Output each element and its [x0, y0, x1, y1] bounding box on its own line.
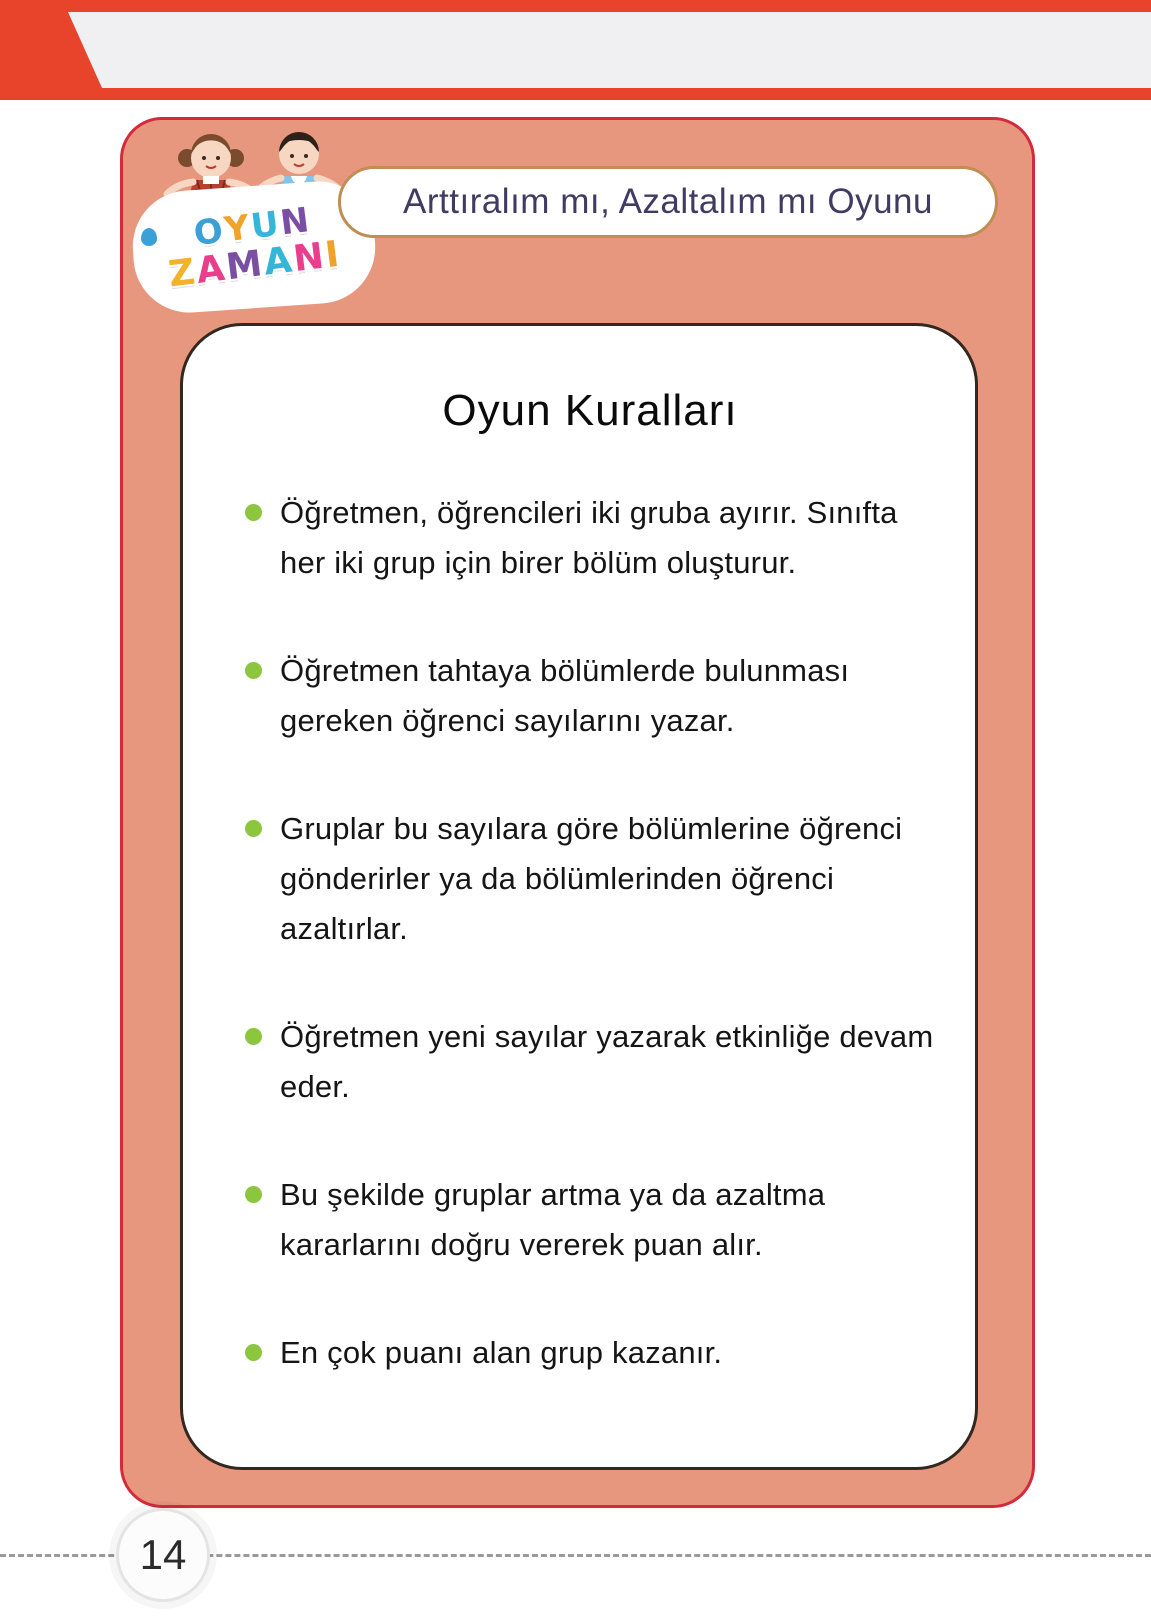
rule-item	[245, 488, 935, 588]
bullet-dot-icon	[245, 1028, 262, 1045]
rule-item	[245, 646, 935, 746]
rule-text: Öğretmen tahtaya bölümlerde bulunması gereken öğrenci sayılarını yazar.	[280, 653, 850, 738]
rule-text: Öğretmen, öğrencileri iki gruba ayırır. Sınıfta her iki grup için birer bölüm oluşturur.	[280, 495, 898, 580]
rule-text: Bu şekilde gruplar artma ya da azaltma kararlarını doğru vererek puan alır.	[280, 1177, 826, 1262]
bullet-dot-icon	[245, 1186, 262, 1203]
rule-text: Öğretmen yeni sayılar yazarak etkinliğe devam eder.	[280, 1019, 934, 1104]
page-number-badge	[116, 1508, 210, 1602]
logo-text-zamani: ZAMANI	[166, 233, 344, 296]
rules-title: Oyun Kuralları	[442, 386, 738, 435]
bullet-dot-icon	[245, 504, 262, 521]
game-title: Arttıralım mı, Azaltalım mı Oyunu	[403, 182, 933, 221]
game-card	[120, 117, 1035, 1508]
rule-item	[245, 804, 935, 954]
bullet-dot-icon	[245, 662, 262, 679]
rules-panel	[180, 323, 978, 1470]
top-banner	[0, 0, 1151, 100]
rule-item	[245, 1170, 935, 1270]
bullet-dot-icon	[245, 820, 262, 837]
rule-text: Gruplar bu sayılara göre bölümlerine öğrenci gönderirler ya da bölümlerinden öğrenci azaltırlar.	[280, 811, 903, 946]
blue-drop-icon	[141, 228, 157, 246]
bullet-dot-icon	[245, 1344, 262, 1361]
page-number: 14	[139, 1531, 187, 1578]
rule-item	[245, 1328, 935, 1378]
rule-text: En çok puanı alan grup kazanır.	[280, 1335, 723, 1370]
logo-text-oyun: OYUN	[191, 200, 314, 255]
game-title-pill	[338, 166, 998, 238]
rules-list	[245, 488, 935, 1378]
top-banner-gray-stripe	[0, 12, 1151, 88]
rule-item	[245, 1012, 935, 1112]
